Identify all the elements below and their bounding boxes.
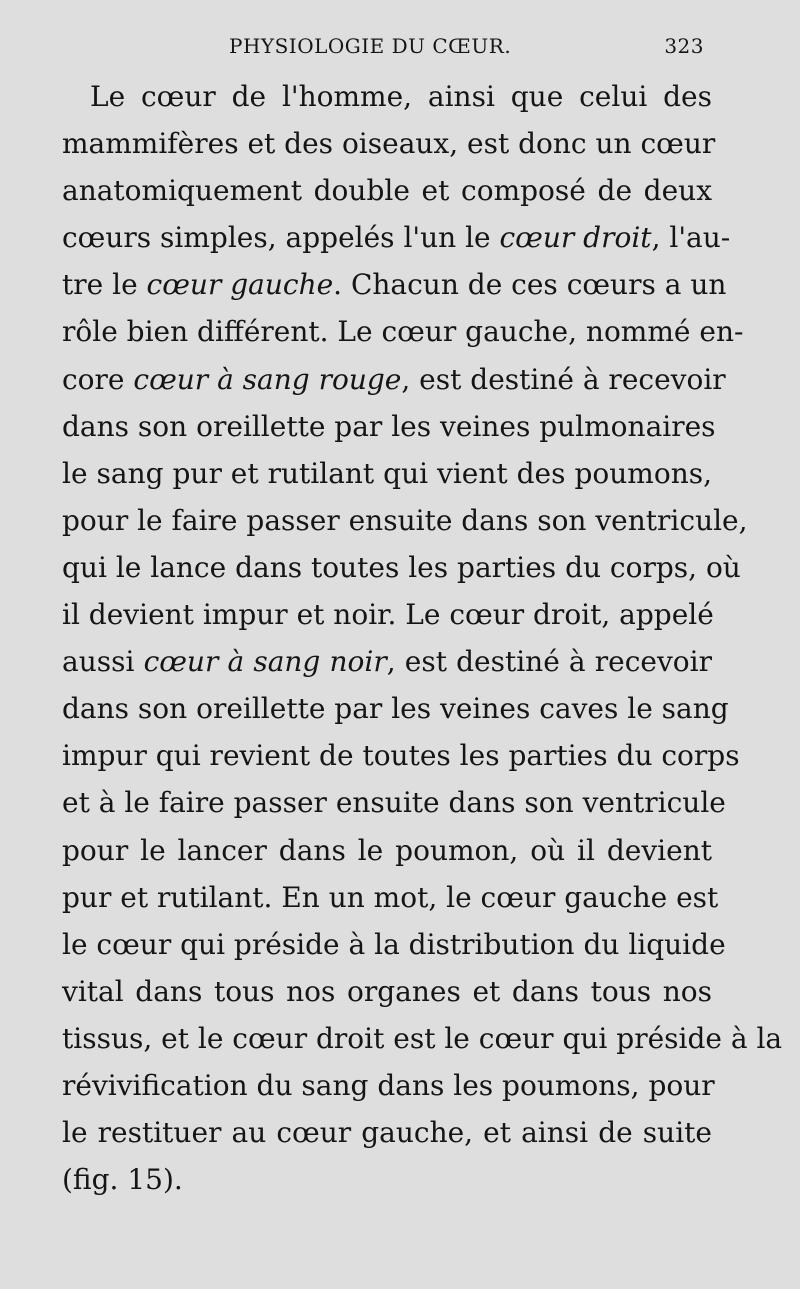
text-line: mammifères et des oiseaux, est donc un cœur: [62, 127, 716, 161]
text-line: core cœur à sang rouge, est destiné à recevoir: [62, 362, 726, 396]
text-line: cœurs simples, appelés l'un le cœur droit, l'au-: [62, 221, 731, 255]
text-line: qui le lance dans toutes les parties du corps, où: [62, 550, 741, 584]
text-line: (fig. 15).: [62, 1163, 183, 1197]
text-line: vital dans tous nos organes et dans tous nos: [62, 974, 712, 1008]
text-line: pour le faire passer ensuite dans son ventricule,: [62, 503, 748, 537]
italic-term: cœur à sang noir: [143, 645, 387, 679]
text-line: tre le cœur gauche. Chacun de ces cœurs a un: [62, 268, 727, 302]
italic-term: cœur gauche: [146, 268, 334, 302]
text-line: dans son oreillette par les veines caves le sang: [62, 692, 729, 726]
text-line: le restituer au cœur gauche, et ainsi de suite: [62, 1116, 712, 1150]
paragraph: [62, 73, 783, 1203]
text-line: anatomiquement double et composé de deux: [62, 174, 712, 208]
text-line: dans son oreillette par les veines pulmonaires: [62, 409, 716, 443]
page-header: [229, 30, 704, 62]
italic-term: cœur à sang rouge: [133, 362, 402, 396]
text-line: pur et rutilant. En un mot, le cœur gauche est: [62, 880, 719, 914]
text-line: impur qui revient de toutes les parties du corps: [62, 739, 740, 773]
text-line: le cœur qui préside à la distribution du liquide: [62, 927, 726, 961]
page-number: 323: [664, 34, 704, 58]
italic-term: cœur droit: [499, 221, 652, 255]
text-line: il devient impur et noir. Le cœur droit, appelé: [62, 598, 714, 632]
text-line: aussi cœur à sang noir, est destiné à recevoir: [62, 645, 712, 679]
running-title: PHYSIOLOGIE DU CŒUR.: [229, 34, 512, 58]
text-line: Le cœur de l'homme, ainsi que celui des: [90, 80, 712, 113]
text-line: et à le faire passer ensuite dans son ventricule: [62, 786, 726, 820]
text-line: tissus, et le cœur droit est le cœur qui préside à la: [62, 1021, 783, 1055]
text-line: rôle bien différent. Le cœur gauche, nommé en-: [62, 315, 744, 349]
text-line: le sang pur et rutilant qui vient des poumons,: [62, 456, 712, 490]
text-line: pour le lancer dans le poumon, où il devient: [62, 833, 712, 867]
text-line: révivification du sang dans les poumons, pour: [62, 1068, 715, 1102]
